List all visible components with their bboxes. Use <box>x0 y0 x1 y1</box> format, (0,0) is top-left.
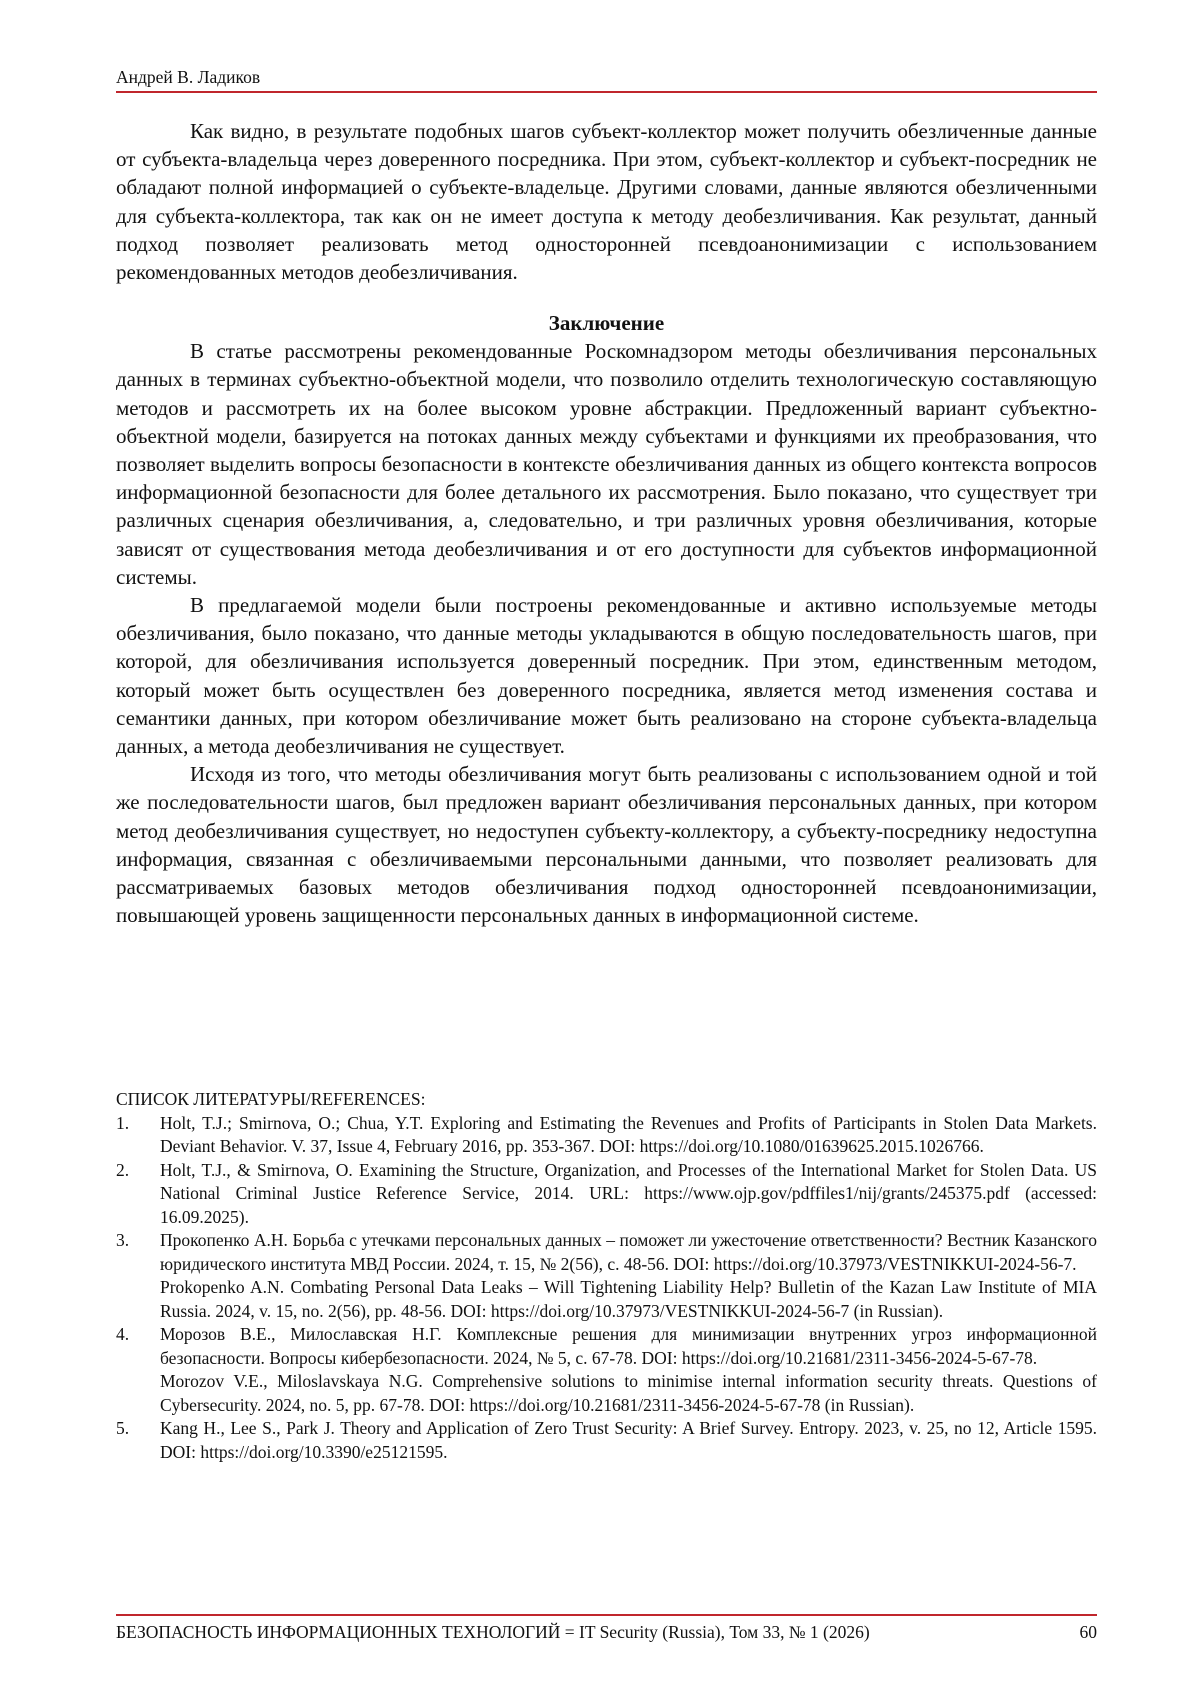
section-title-conclusion: Заключение <box>548 311 665 336</box>
reference-item <box>116 1417 1097 1464</box>
reference-item <box>116 1159 1097 1230</box>
reference-translation: Prokopenko A.N. Combating Personal Data Leaks – Will Tightening Liability Help? Bulletin of the Kazan Law Institute of MIA Russia. 2024, v. 15, no. 2(56), pp. 48-56. DOI: https://doi.org/10.37973/VESTNIKKUI-2024-56-7 (in Russian). <box>160 1277 1097 1321</box>
footer-journal: БЕЗОПАСНОСТЬ ИНФОРМАЦИОННЫХ ТЕХНОЛОГИЙ = IT Security (Russia), Том 33, № 1 (2026) <box>116 1622 870 1642</box>
reference-text: Holt, T.J.; Smirnova, O.; Chua, Y.T. Exploring and Estimating the Revenues and Profits of Participants in Stolen Data Markets. Deviant Behavior. V. 37, Issue 4, February 2016, pp. 353-367. DOI: https://doi.org/10.1080/01639625.2015.1026766. <box>160 1112 1097 1156</box>
reference-number: 1. <box>116 1112 130 1133</box>
footer-rule <box>116 1614 1097 1616</box>
paragraph-3: В предлагаемой модели были построены рекомендованные и активно используемые методы обезличивания, было показано, что данные методы укладываются в общую последовательность шагов, при которой, для обезличивания используется доверенный посредник. При этом, единственным методом, который может быть осуществлен без доверенного посредника, является метод изменения состава и семантики данных, при котором обезличивание может быть реализовано на стороне субъекта-владельца данных, а метода деобезличивания не существует. <box>116 593 1097 759</box>
reference-translation: Morozov V.E., Miloslavskaya N.G. Comprehensive solutions to minimise internal information security threats. Questions of Cybersecurity. 2024, no. 5, pp. 67-78. DOI: https://doi.org/10.21681/2311-3456-2024-5-67-78 (in Russian). <box>160 1371 1097 1415</box>
paragraph-2: В статье рассмотрены рекомендованные Роскомнадзором методы обезличивания персональных данных в терминах субъектно-объектной модели, что позволило отделить технологическую составляющую методов и рассмотреть их на более высоком уровне абстракции. Предложенный вариант субъектно-объектной модели, базируется на потоках данных между субъектами и функциями их преобразования, что позволяет выделить вопросы безопасности в контексте обезличивания данных из общего контекста вопросов информационной безопасности для более детального их рассмотрения. Было показано, что существует три различных сценария обезличивания, а, следовательно, и три различных уровня обезличивания, которые зависят от существования метода деобезличивания и от его доступности для субъектов информационной системы. <box>116 339 1097 589</box>
reference-text: Прокопенко А.Н. Борьба с утечками персональных данных – поможет ли ужесточение ответственности? Вестник Казанского юридического института МВД России. 2024, т. 15, № 2(56), с. 48-56. DOI: https://doi.org/10.37973/VESTNIKKUI-2024-56-7. <box>160 1230 1097 1274</box>
reference-text: Holt, T.J., & Smirnova, O. Examining the Structure, Organization, and Processes of the International Market for Stolen Data. US National Criminal Justice Reference Service, 2014. URL: https://www.ojp.gov/pdffiles1/nij/grants/245375.pdf (accessed: 16.09.2025). <box>160 1159 1097 1227</box>
reference-item <box>116 1323 1097 1417</box>
paragraph-1: Как видно, в результате подобных шагов субъект-коллектор может получить обезличенные данные от субъекта-владельца через доверенного посредника. При этом, субъект-коллектор и субъект-посредник не обладают полной информацией о субъекте-владельце. Другими словами, данные являются обезличенными для субъекта-коллектора, так как он не имеет доступа к методу деобезличивания. Как результат, данный подход позволяет реализовать метод односторонней псевдоанонимизации с использованием рекомендованных методов деобезличивания. <box>116 119 1097 285</box>
header-author: Андрей В. Ладиков <box>116 67 261 87</box>
reference-text: Kang H., Lee S., Park J. Theory and Application of Zero Trust Security: A Brief Survey. Entropy. 2023, v. 25, no 12, Article 1595. DOI: https://doi.org/10.3390/e25121595. <box>160 1418 1097 1462</box>
header-rule <box>116 91 1097 93</box>
paragraph-4: Исходя из того, что методы обезличивания могут быть реализованы с использованием одной и той же последовательности шагов, был предложен вариант обезличивания персональных данных, при котором метод деобезличивания существует, но недоступен субъекту-коллектору, а субъекту-посреднику недоступна информация, связанная с обезличиваемыми персональными данными, что позволяет реализовать для рассматриваемых базовых методов обезличивания подход односторонней псевдоанонимизации, повышающей уровень защищенности персональных данных в информационной системе. <box>116 762 1097 928</box>
reference-item <box>116 1112 1097 1159</box>
reference-number: 2. <box>116 1159 130 1180</box>
reference-number: 3. <box>116 1230 130 1250</box>
reference-number: 4. <box>116 1324 130 1344</box>
article-body <box>116 117 1097 929</box>
page <box>116 0 1097 1697</box>
reference-item <box>116 1229 1097 1323</box>
references-section <box>116 1088 1097 1464</box>
running-header <box>116 66 1097 88</box>
page-number: 60 <box>1079 1622 1097 1642</box>
reference-number: 5. <box>116 1418 130 1438</box>
references-title: СПИСОК ЛИТЕРАТУРЫ/REFERENCES: <box>116 1089 426 1109</box>
reference-text: Морозов В.Е., Милославская Н.Г. Комплексные решения для минимизации внутренних угроз информационной безопасности. Вопросы кибербезопасности. 2024, № 5, с. 67-78. DOI: https://doi.org/10.21681/2311-3456-2024-5-67-78. <box>160 1324 1097 1368</box>
